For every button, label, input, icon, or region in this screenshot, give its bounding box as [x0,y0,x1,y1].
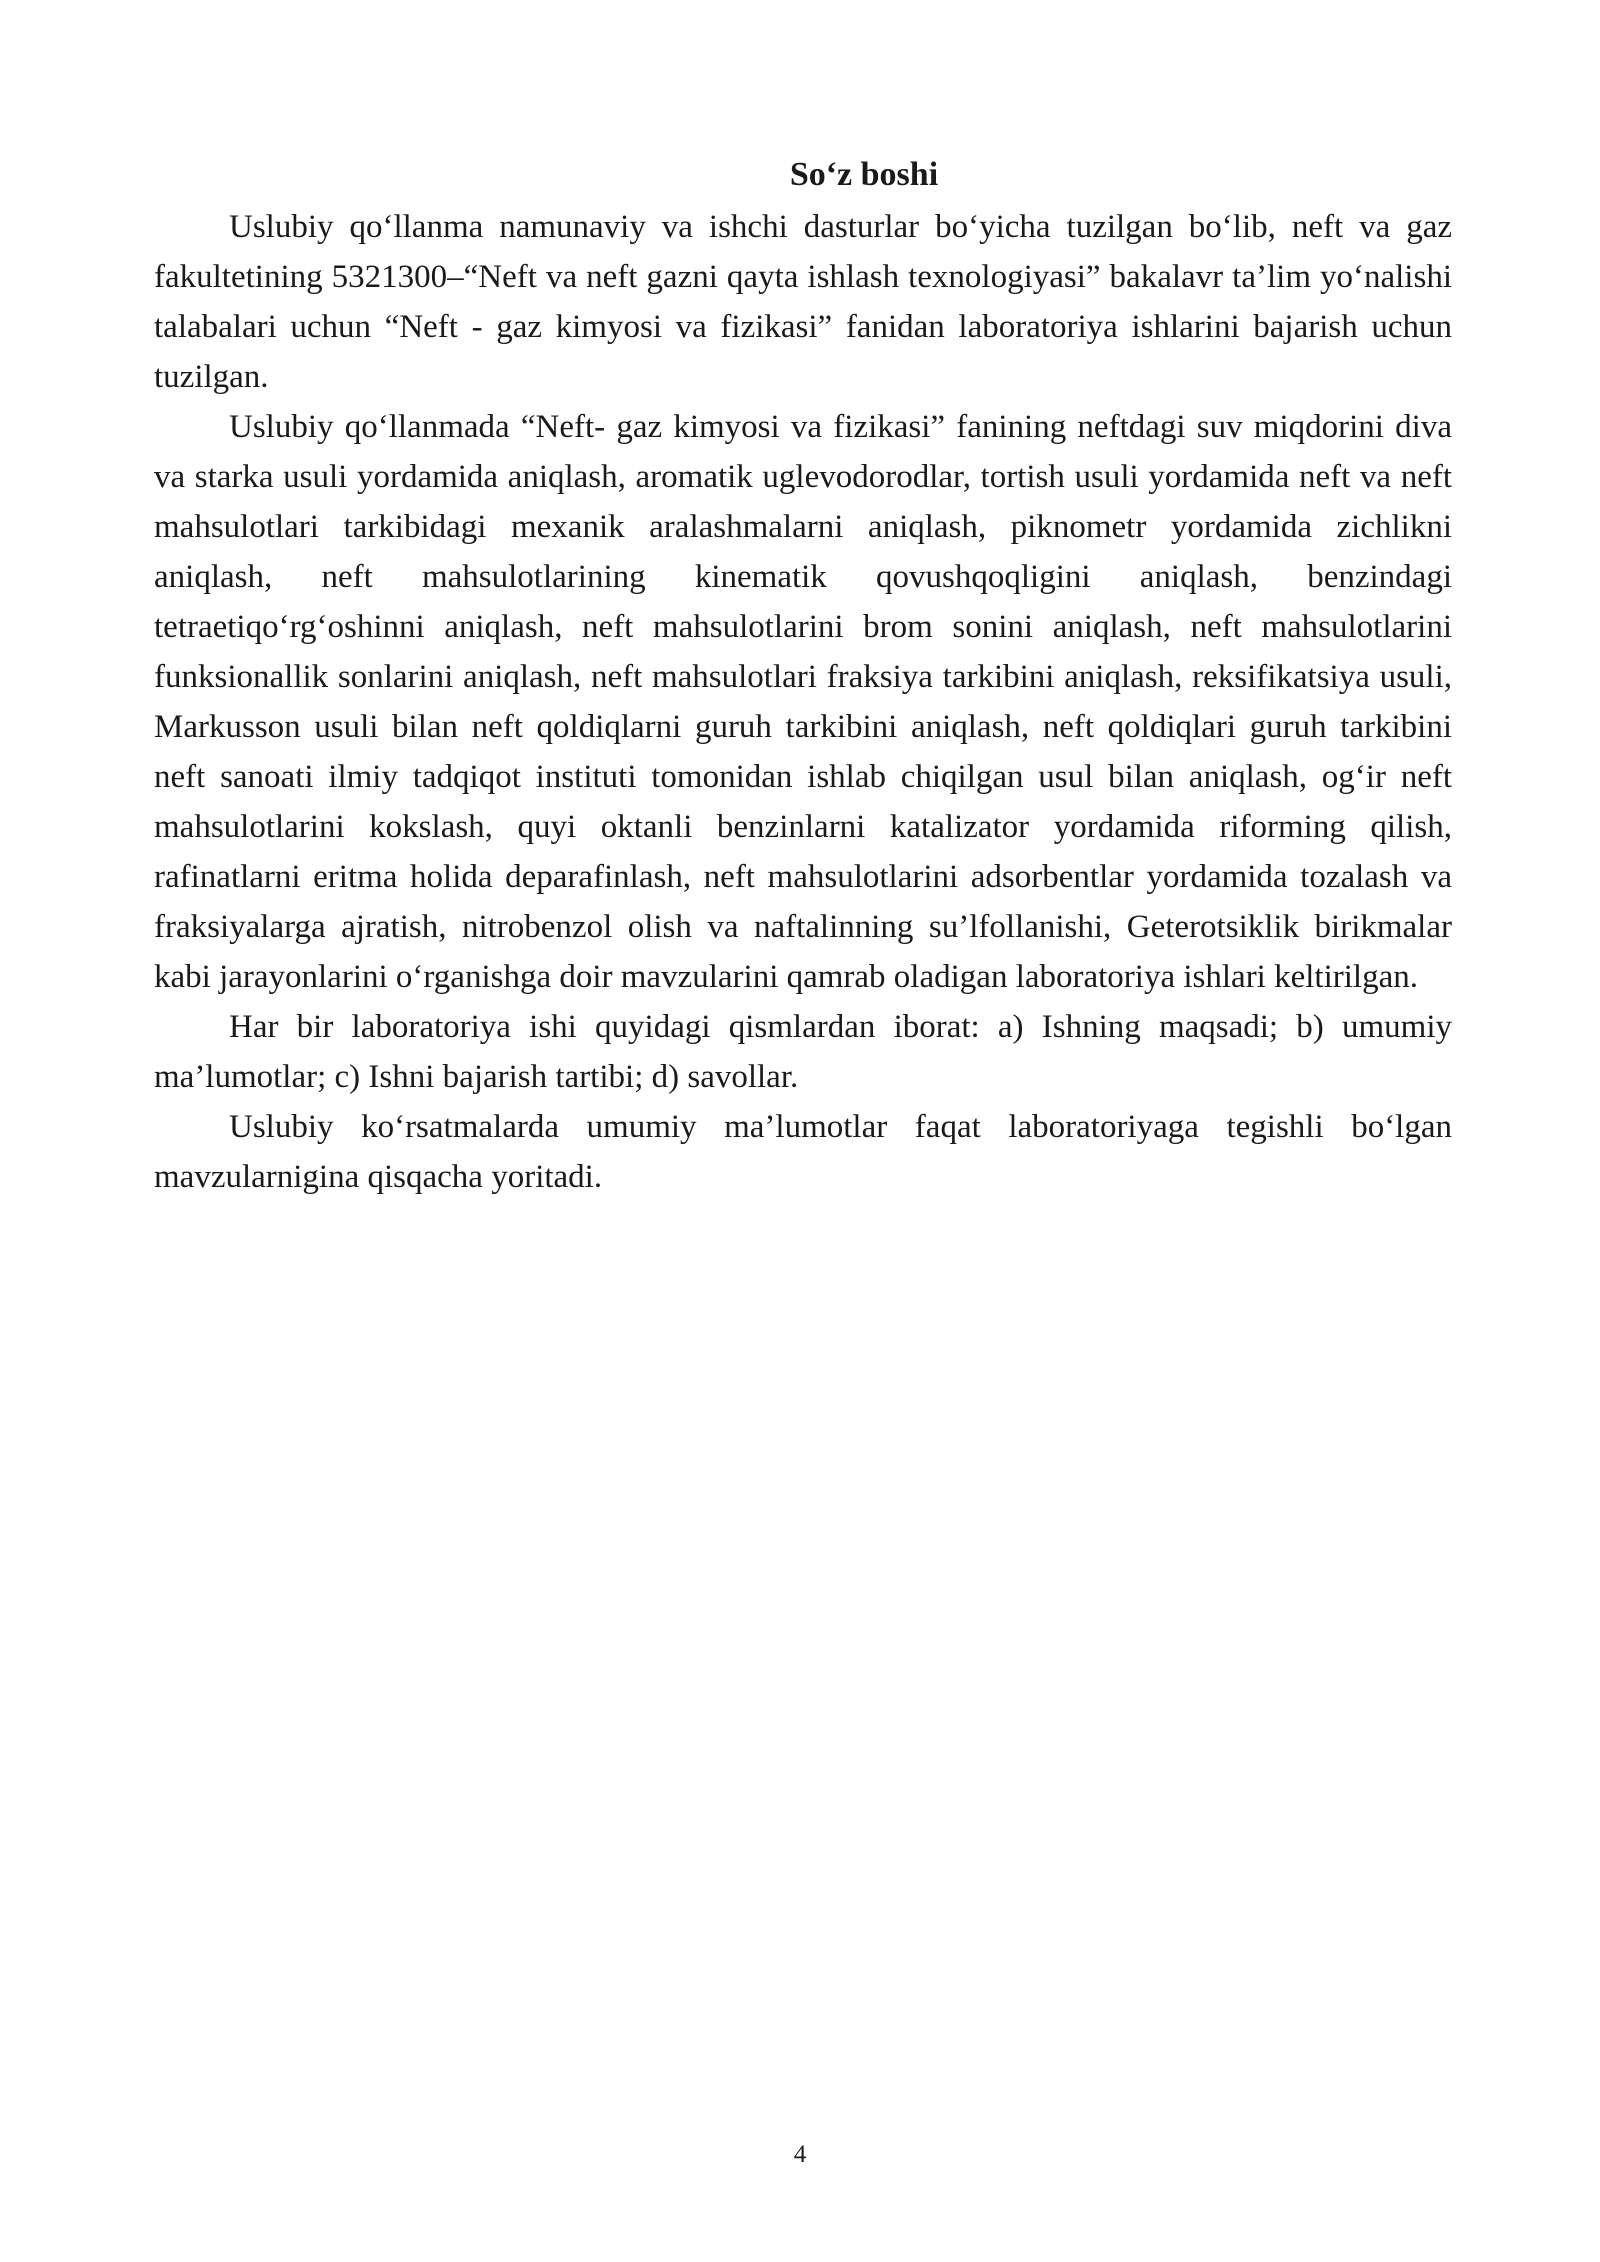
paragraph: Uslubiy qo‘llanma namunaviy va ishchi dasturlar bo‘yicha tuzilgan bo‘lib, neft va gaz fakultetining 5321300–“Neft va neft gazni qayta ishlash texnologiyasi” bakalavr ta’lim yo‘nalishi talabalari uchun “Neft - gaz kimyosi va fizikasi” fanidan laboratoriya ishlarini bajarish uchun tuzilgan. [154,209,1452,395]
page-title: So‘z boshi [789,156,939,193]
page-content [154,150,1452,1202]
paragraph: Har bir laboratoriya ishi quyidagi qismlardan iborat: a) Ishning maqsadi; b) umumiy ma’lumotlar; c) Ishni bajarish tartibi; d) savollar. [154,1009,1452,1095]
page-number: 4 [793,2141,807,2168]
paragraph: Uslubiy qo‘llanmada “Neft- gaz kimyosi va fizikasi” fanining neftdagi suv miqdorini diva va starka usuli yordamida aniqlash, aromatik uglevodorodlar, tortish usuli yordamida neft va neft mahsulotlari tarkibidagi mexanik aralashmalarni aniqlash, piknometr yordamida zichlikni aniqlash, neft mahsulotlarining kinematik qovushqoqligini aniqlash, benzindagi tetraetiqo‘rg‘oshinni aniqlash, neft mahsulotlarini brom sonini aniqlash, neft mahsulotlarini funksionallik sonlarini aniqlash, neft mahsulotlari fraksiya tarkibini aniqlash, reksifikatsiya usuli, Markusson usuli bilan neft qoldiqlarni guruh tarkibini aniqlash, neft qoldiqlari guruh tarkibini neft sanoati ilmiy tadqiqot instituti tomonidan ishlab chiqilgan usul bilan aniqlash, og‘ir neft mahsulotlarini kokslash, quyi oktanli benzinlarni katalizator yordamida riforming qilish, rafinatlarni eritma holida deparafinlash, neft mahsulotlarini adsorbentlar yordamida tozalash va fraksiyalarga ajratish, nitrobenzol olish va naftalinning su’lfollanishi, Geterotsiklik birikmalar kabi jarayonlarini o‘rganishga doir mavzularini qamrab oladigan laboratoriya ishlari keltirilgan. [154,409,1452,995]
paragraph: Uslubiy ko‘rsatmalarda umumiy ma’lumotlar faqat laboratoriyaga tegishli bo‘lgan mavzularnigina qisqacha yoritadi. [154,1109,1452,1195]
